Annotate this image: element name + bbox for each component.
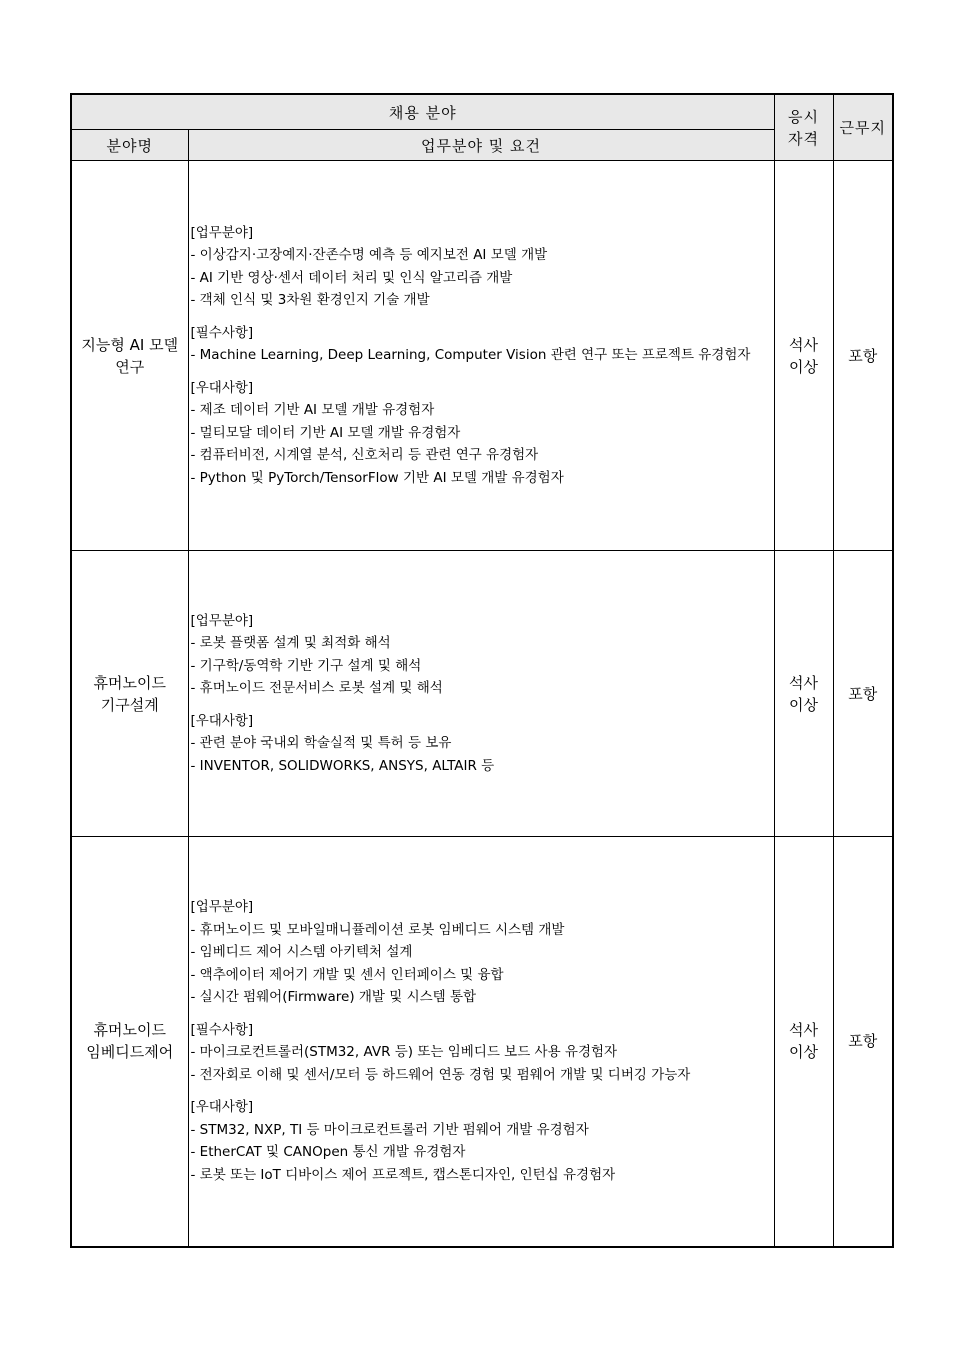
section-title: [업무분야] [190,612,254,629]
eligibility-cell [774,837,833,1247]
field-name-line: 휴머노이드 [93,673,166,692]
list-item: - 임베디드 제어 시스템 아키텍처 설계 [190,944,413,961]
requirements-cell [188,161,774,551]
duties-requirements-header: 업무분야 및 요건 [188,130,774,161]
duties-section [191,610,772,700]
list-item: - EtherCAT 및 CANOpen 통신 개발 유경험자 [190,1144,466,1161]
list-item: - 액추에이터 제어기 개발 및 센서 인터페이스 및 융합 [190,966,504,983]
field-name-line: 기구설계 [100,695,159,714]
workplace-header: 근무지 [833,94,893,161]
field-name-line: 연구 [115,357,145,376]
table-row [71,161,893,551]
eligibility-line: 석사 [789,1021,818,1040]
list-item: - 관련 분야 국내외 학술실적 및 특허 등 보유 [190,735,452,752]
list-item: - 로봇 또는 IoT 디바이스 제어 프로젝트, 캡스톤디자인, 인턴십 유경험자 [190,1166,616,1183]
section-title: [우대사항] [190,379,254,396]
field-name-cell [71,161,188,551]
eligibility-header [774,94,833,161]
eligibility-header-line-2: 자격 [788,129,819,148]
preferred-section [191,1096,772,1186]
eligibility-line: 이상 [789,695,818,714]
workplace-cell: 포항 [833,161,893,551]
table-row [71,551,893,837]
field-name-line: 휴머노이드 [93,1021,166,1040]
requirements-cell [188,837,774,1247]
section-title: [우대사항] [190,712,254,729]
section-title: [필수사항] [190,324,254,341]
eligibility-line: 이상 [789,357,818,376]
list-item: - 휴머노이드 전문서비스 로봇 설계 및 해석 [190,680,443,697]
recruit-field-header: 채용 분야 [71,94,774,130]
list-item: - STM32, NXP, TI 등 마이크로컨트롤러 기반 펌웨어 개발 유경험자 [190,1121,589,1138]
field-name-cell [71,551,188,837]
list-item: - 멀티모달 데이터 기반 AI 모델 개발 유경험자 [190,424,461,441]
list-item: - 휴머노이드 및 모바일매니퓰레이션 로봇 임베디드 시스템 개발 [190,921,565,938]
list-item: - Python 및 PyTorch/TensorFlow 기반 AI 모델 개발 유경험자 [190,469,564,486]
eligibility-cell [774,551,833,837]
preferred-section [191,710,772,778]
list-item: - 로봇 플랫폼 설계 및 최적화 해석 [190,635,391,652]
list-item: - 컴퓨터비전, 시계열 분석, 신호처리 등 관련 연구 유경험자 [190,447,539,464]
field-name-line: 지능형 AI 모델 [81,335,179,354]
list-item: - Machine Learning, Deep Learning, Computer Vision 관련 연구 또는 프로젝트 유경험자 [190,347,751,364]
eligibility-line: 석사 [789,335,818,354]
field-name-cell [71,837,188,1247]
eligibility-header-line-1: 응시 [788,107,819,126]
list-item: - 실시간 펌웨어(Firmware) 개발 및 시스템 통합 [190,989,477,1006]
list-item: - 기구학/동역학 기반 기구 설계 및 해석 [190,657,422,674]
list-item: - 이상감지·고장예지·잔존수명 예측 등 예지보전 AI 모델 개발 [190,247,548,264]
section-title: [필수사항] [190,1021,254,1038]
workplace-cell: 포항 [833,837,893,1247]
list-item: - AI 기반 영상·센서 데이터 처리 및 인식 알고리즘 개발 [190,269,513,286]
section-title: [업무분야] [190,224,254,241]
required-section [191,322,772,367]
table-row [71,837,893,1247]
eligibility-cell [774,161,833,551]
list-item: - INVENTOR, SOLIDWORKS, ANSYS, ALTAIR 등 [190,757,495,774]
section-title: [업무분야] [190,899,254,916]
eligibility-line: 석사 [789,673,818,692]
field-name-header: 분야명 [71,130,188,161]
field-name-line: 임베디드제어 [86,1043,174,1062]
section-title: [우대사항] [190,1099,254,1116]
requirements-cell [188,551,774,837]
recruitment-table [70,93,894,1248]
workplace-cell: 포항 [833,551,893,837]
preferred-section [191,377,772,490]
list-item: - 마이크로컨트롤러(STM32, AVR 등) 또는 임베디드 보드 사용 유경험자 [190,1044,618,1061]
eligibility-line: 이상 [789,1043,818,1062]
duties-section [191,222,772,312]
duties-section [191,896,772,1009]
required-section [191,1019,772,1087]
list-item: - 객체 인식 및 3차원 환경인지 기술 개발 [190,292,430,309]
list-item: - 제조 데이터 기반 AI 모델 개발 유경험자 [190,402,435,419]
list-item: - 전자회로 이해 및 센서/모터 등 하드웨어 연동 경험 및 펌웨어 개발 및 디버깅 가능자 [190,1066,691,1083]
